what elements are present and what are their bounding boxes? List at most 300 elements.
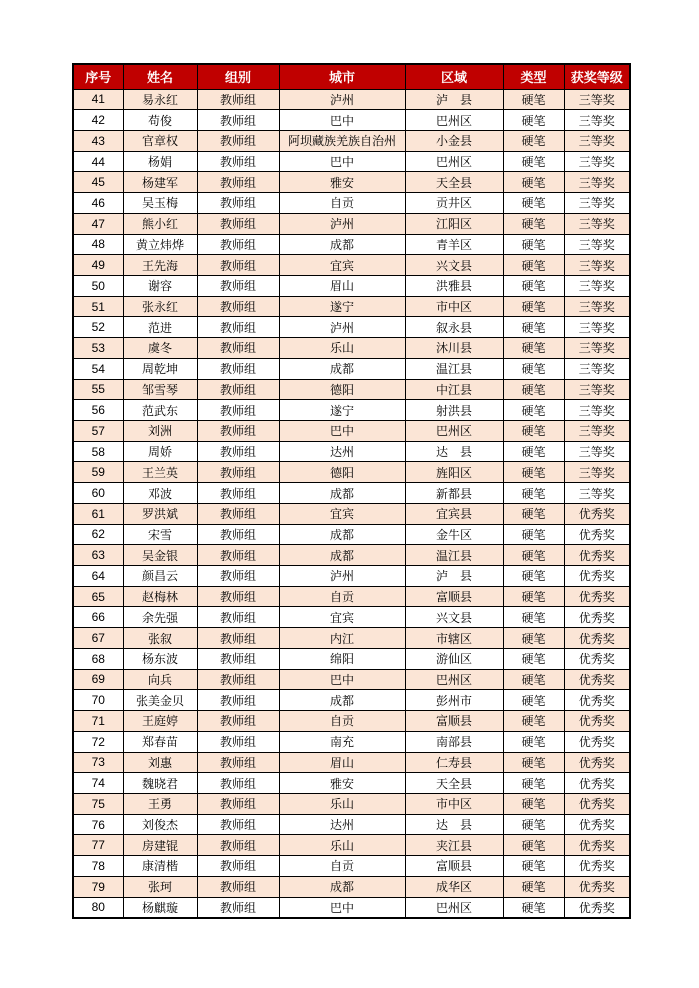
table-cell: 眉山 xyxy=(279,275,405,296)
table-cell: 66 xyxy=(73,607,123,628)
table-cell: 教师组 xyxy=(197,193,279,214)
table-cell: 硬笔 xyxy=(503,110,564,131)
table-cell: 教师组 xyxy=(197,524,279,545)
table-cell: 教师组 xyxy=(197,897,279,918)
table-cell: 余先强 xyxy=(123,607,197,628)
table-cell: 硬笔 xyxy=(503,814,564,835)
table-cell: 乐山 xyxy=(279,793,405,814)
table-cell: 硬笔 xyxy=(503,172,564,193)
table-cell: 刘洲 xyxy=(123,421,197,442)
table-row xyxy=(73,545,630,566)
table-cell: 优秀奖 xyxy=(564,690,630,711)
table-row xyxy=(73,793,630,814)
table-cell: 优秀奖 xyxy=(564,586,630,607)
table-cell: 邓波 xyxy=(123,483,197,504)
table-cell: 62 xyxy=(73,524,123,545)
table-cell: 雅安 xyxy=(279,773,405,794)
table-cell: 沐川县 xyxy=(405,338,503,359)
table-cell: 优秀奖 xyxy=(564,731,630,752)
table-cell: 市中区 xyxy=(405,793,503,814)
table-cell: 射洪县 xyxy=(405,400,503,421)
table-cell: 优秀奖 xyxy=(564,503,630,524)
table-row xyxy=(73,876,630,897)
table-cell: 硬笔 xyxy=(503,586,564,607)
table-cell: 颜昌云 xyxy=(123,566,197,587)
table-row xyxy=(73,731,630,752)
table-cell: 巴中 xyxy=(279,669,405,690)
table-cell: 教师组 xyxy=(197,856,279,877)
table-cell: 53 xyxy=(73,338,123,359)
table-cell: 仁寿县 xyxy=(405,752,503,773)
table-cell: 金牛区 xyxy=(405,524,503,545)
table-cell: 教师组 xyxy=(197,379,279,400)
table-row xyxy=(73,690,630,711)
table-row xyxy=(73,856,630,877)
table-cell: 硬笔 xyxy=(503,193,564,214)
table-row xyxy=(73,421,630,442)
table-cell: 优秀奖 xyxy=(564,711,630,732)
table-cell: 教师组 xyxy=(197,731,279,752)
table-row xyxy=(73,897,630,918)
table-cell: 成都 xyxy=(279,483,405,504)
table-cell: 教师组 xyxy=(197,669,279,690)
table-cell: 68 xyxy=(73,648,123,669)
table-cell: 遂宁 xyxy=(279,400,405,421)
table-cell: 优秀奖 xyxy=(564,876,630,897)
table-cell: 硬笔 xyxy=(503,524,564,545)
table-cell: 市中区 xyxy=(405,296,503,317)
table-cell: 易永红 xyxy=(123,89,197,110)
table-cell: 罗洪斌 xyxy=(123,503,197,524)
table-cell: 叙永县 xyxy=(405,317,503,338)
table-cell: 向兵 xyxy=(123,669,197,690)
table-cell: 宜宾 xyxy=(279,607,405,628)
table-cell: 74 xyxy=(73,773,123,794)
table-cell: 教师组 xyxy=(197,172,279,193)
table-cell: 教师组 xyxy=(197,317,279,338)
table-cell: 洪雅县 xyxy=(405,275,503,296)
table-cell: 52 xyxy=(73,317,123,338)
table-cell: 成都 xyxy=(279,690,405,711)
table-cell: 硬笔 xyxy=(503,607,564,628)
table-cell: 优秀奖 xyxy=(564,628,630,649)
table-cell: 优秀奖 xyxy=(564,566,630,587)
table-cell: 硬笔 xyxy=(503,317,564,338)
table-row xyxy=(73,234,630,255)
table-cell: 眉山 xyxy=(279,752,405,773)
column-header: 组别 xyxy=(197,64,279,89)
table-cell: 巴中 xyxy=(279,421,405,442)
table-cell: 遂宁 xyxy=(279,296,405,317)
table-cell: 优秀奖 xyxy=(564,773,630,794)
table-cell: 南部县 xyxy=(405,731,503,752)
column-header: 城市 xyxy=(279,64,405,89)
table-cell: 硬笔 xyxy=(503,669,564,690)
table-cell: 张美金贝 xyxy=(123,690,197,711)
table-cell: 三等奖 xyxy=(564,462,630,483)
table-cell: 自贡 xyxy=(279,586,405,607)
table-row xyxy=(73,524,630,545)
table-cell: 70 xyxy=(73,690,123,711)
table-cell: 教师组 xyxy=(197,234,279,255)
table-cell: 硬笔 xyxy=(503,752,564,773)
table-cell: 三等奖 xyxy=(564,379,630,400)
table-cell: 绵阳 xyxy=(279,648,405,669)
table-cell: 刘俊杰 xyxy=(123,814,197,835)
table-cell: 教师组 xyxy=(197,773,279,794)
table-cell: 硬笔 xyxy=(503,503,564,524)
table-cell: 优秀奖 xyxy=(564,793,630,814)
table-cell: 硬笔 xyxy=(503,275,564,296)
table-cell: 72 xyxy=(73,731,123,752)
table-cell: 硬笔 xyxy=(503,234,564,255)
table-cell: 优秀奖 xyxy=(564,752,630,773)
table-cell: 教师组 xyxy=(197,462,279,483)
table-cell: 三等奖 xyxy=(564,89,630,110)
table-cell: 成华区 xyxy=(405,876,503,897)
table-cell: 硬笔 xyxy=(503,793,564,814)
table-cell: 达 县 xyxy=(405,814,503,835)
table-cell: 硬笔 xyxy=(503,358,564,379)
table-cell: 三等奖 xyxy=(564,172,630,193)
table-cell: 小金县 xyxy=(405,130,503,151)
table-row xyxy=(73,566,630,587)
table-cell: 三等奖 xyxy=(564,255,630,276)
table-cell: 教师组 xyxy=(197,648,279,669)
table-cell: 三等奖 xyxy=(564,151,630,172)
table-cell: 硬笔 xyxy=(503,835,564,856)
table-cell: 三等奖 xyxy=(564,358,630,379)
table-cell: 熊小红 xyxy=(123,213,197,234)
table-cell: 硬笔 xyxy=(503,379,564,400)
table-cell: 泸州 xyxy=(279,213,405,234)
table-cell: 泸州 xyxy=(279,89,405,110)
table-cell: 硬笔 xyxy=(503,338,564,359)
table-cell: 达州 xyxy=(279,441,405,462)
table-cell: 64 xyxy=(73,566,123,587)
table-cell: 泸 县 xyxy=(405,89,503,110)
table-cell: 旌阳区 xyxy=(405,462,503,483)
table-cell: 三等奖 xyxy=(564,110,630,131)
column-header: 类型 xyxy=(503,64,564,89)
table-cell: 优秀奖 xyxy=(564,814,630,835)
table-cell: 三等奖 xyxy=(564,338,630,359)
table-cell: 南充 xyxy=(279,731,405,752)
table-row xyxy=(73,441,630,462)
table-row xyxy=(73,255,630,276)
table-cell: 虞冬 xyxy=(123,338,197,359)
column-header: 获奖等级 xyxy=(564,64,630,89)
table-cell: 教师组 xyxy=(197,421,279,442)
table-cell: 三等奖 xyxy=(564,193,630,214)
table-row xyxy=(73,586,630,607)
table-cell: 教师组 xyxy=(197,89,279,110)
table-cell: 73 xyxy=(73,752,123,773)
table-cell: 硬笔 xyxy=(503,856,564,877)
table-cell: 75 xyxy=(73,793,123,814)
table-cell: 新都县 xyxy=(405,483,503,504)
table-cell: 江阳区 xyxy=(405,213,503,234)
table-cell: 吴金银 xyxy=(123,545,197,566)
table-cell: 黄立炜烨 xyxy=(123,234,197,255)
table-cell: 硬笔 xyxy=(503,441,564,462)
table-row xyxy=(73,213,630,234)
table-cell: 硬笔 xyxy=(503,648,564,669)
table-cell: 张叙 xyxy=(123,628,197,649)
table-cell: 优秀奖 xyxy=(564,648,630,669)
table-cell: 周乾坤 xyxy=(123,358,197,379)
table-cell: 教师组 xyxy=(197,130,279,151)
table-cell: 54 xyxy=(73,358,123,379)
table-cell: 教师组 xyxy=(197,275,279,296)
table-cell: 教师组 xyxy=(197,110,279,131)
table-cell: 巴州区 xyxy=(405,421,503,442)
table-cell: 60 xyxy=(73,483,123,504)
table-cell: 青羊区 xyxy=(405,234,503,255)
table-cell: 59 xyxy=(73,462,123,483)
table-cell: 三等奖 xyxy=(564,400,630,421)
table-row xyxy=(73,483,630,504)
table-row xyxy=(73,130,630,151)
table-cell: 教师组 xyxy=(197,586,279,607)
table-cell: 张珂 xyxy=(123,876,197,897)
table-row xyxy=(73,648,630,669)
table-cell: 巴州区 xyxy=(405,897,503,918)
table-row xyxy=(73,275,630,296)
table-cell: 优秀奖 xyxy=(564,669,630,690)
award-results-table xyxy=(72,63,631,919)
table-row xyxy=(73,338,630,359)
table-cell: 优秀奖 xyxy=(564,607,630,628)
table-cell: 教师组 xyxy=(197,835,279,856)
table-cell: 赵梅林 xyxy=(123,586,197,607)
table-cell: 成都 xyxy=(279,524,405,545)
table-cell: 硬笔 xyxy=(503,773,564,794)
table-cell: 硬笔 xyxy=(503,628,564,649)
table-cell: 教师组 xyxy=(197,151,279,172)
table-cell: 硬笔 xyxy=(503,731,564,752)
table-cell: 谢容 xyxy=(123,275,197,296)
table-cell: 泸 县 xyxy=(405,566,503,587)
table-cell: 三等奖 xyxy=(564,213,630,234)
column-header: 姓名 xyxy=(123,64,197,89)
table-cell: 78 xyxy=(73,856,123,877)
table-cell: 泸州 xyxy=(279,317,405,338)
table-cell: 达州 xyxy=(279,814,405,835)
table-row xyxy=(73,89,630,110)
table-cell: 硬笔 xyxy=(503,89,564,110)
table-cell: 硬笔 xyxy=(503,255,564,276)
table-row xyxy=(73,752,630,773)
table-cell: 宜宾 xyxy=(279,503,405,524)
table-cell: 教师组 xyxy=(197,296,279,317)
table-cell: 彭州市 xyxy=(405,690,503,711)
table-cell: 宋雪 xyxy=(123,524,197,545)
table-cell: 58 xyxy=(73,441,123,462)
table-cell: 教师组 xyxy=(197,752,279,773)
table-header-row xyxy=(73,64,630,89)
table-cell: 贡井区 xyxy=(405,193,503,214)
table-cell: 巴中 xyxy=(279,151,405,172)
table-cell: 硬笔 xyxy=(503,296,564,317)
table-cell: 泸州 xyxy=(279,566,405,587)
table-cell: 成都 xyxy=(279,234,405,255)
table-cell: 杨建军 xyxy=(123,172,197,193)
table-cell: 57 xyxy=(73,421,123,442)
table-cell: 优秀奖 xyxy=(564,856,630,877)
table-cell: 魏晓君 xyxy=(123,773,197,794)
table-cell: 自贡 xyxy=(279,193,405,214)
table-cell: 天全县 xyxy=(405,172,503,193)
table-cell: 内江 xyxy=(279,628,405,649)
table-cell: 46 xyxy=(73,193,123,214)
table-cell: 巴州区 xyxy=(405,151,503,172)
table-cell: 硬笔 xyxy=(503,483,564,504)
table-cell: 80 xyxy=(73,897,123,918)
table-cell: 教师组 xyxy=(197,441,279,462)
table-body xyxy=(73,89,630,918)
table-cell: 德阳 xyxy=(279,379,405,400)
table-cell: 兴文县 xyxy=(405,607,503,628)
table-cell: 教师组 xyxy=(197,483,279,504)
column-header: 区域 xyxy=(405,64,503,89)
table-cell: 硬笔 xyxy=(503,213,564,234)
table-cell: 三等奖 xyxy=(564,296,630,317)
table-cell: 乐山 xyxy=(279,338,405,359)
table-cell: 温江县 xyxy=(405,545,503,566)
table-cell: 硬笔 xyxy=(503,876,564,897)
table-row xyxy=(73,462,630,483)
table-row xyxy=(73,503,630,524)
table-cell: 56 xyxy=(73,400,123,421)
table-cell: 兴文县 xyxy=(405,255,503,276)
table-cell: 郑春苗 xyxy=(123,731,197,752)
table-cell: 杨麒璇 xyxy=(123,897,197,918)
table-cell: 55 xyxy=(73,379,123,400)
table-cell: 自贡 xyxy=(279,856,405,877)
table-row xyxy=(73,296,630,317)
table-cell: 巴州区 xyxy=(405,110,503,131)
table-cell: 61 xyxy=(73,503,123,524)
table-cell: 康清楷 xyxy=(123,856,197,877)
table-row xyxy=(73,317,630,338)
table-cell: 50 xyxy=(73,275,123,296)
table-cell: 48 xyxy=(73,234,123,255)
table-cell: 69 xyxy=(73,669,123,690)
table-cell: 教师组 xyxy=(197,566,279,587)
table-cell: 三等奖 xyxy=(564,275,630,296)
table-cell: 王兰英 xyxy=(123,462,197,483)
table-row xyxy=(73,628,630,649)
table-cell: 教师组 xyxy=(197,503,279,524)
table-cell: 硬笔 xyxy=(503,421,564,442)
table-cell: 三等奖 xyxy=(564,421,630,442)
table-cell: 硬笔 xyxy=(503,130,564,151)
table-cell: 教师组 xyxy=(197,793,279,814)
table-cell: 阿坝藏族羌族自治州 xyxy=(279,130,405,151)
table-cell: 42 xyxy=(73,110,123,131)
table-cell: 刘惠 xyxy=(123,752,197,773)
table-row xyxy=(73,607,630,628)
table-cell: 范进 xyxy=(123,317,197,338)
table-cell: 优秀奖 xyxy=(564,524,630,545)
table-row xyxy=(73,835,630,856)
column-header: 序号 xyxy=(73,64,123,89)
table-row xyxy=(73,193,630,214)
table-cell: 巴中 xyxy=(279,110,405,131)
table-cell: 硬笔 xyxy=(503,462,564,483)
table-cell: 教师组 xyxy=(197,338,279,359)
table-cell: 硬笔 xyxy=(503,545,564,566)
table-cell: 63 xyxy=(73,545,123,566)
table-cell: 成都 xyxy=(279,358,405,379)
table-cell: 硬笔 xyxy=(503,151,564,172)
table-row xyxy=(73,358,630,379)
table-cell: 硬笔 xyxy=(503,897,564,918)
table-cell: 71 xyxy=(73,711,123,732)
table-cell: 教师组 xyxy=(197,814,279,835)
table-cell: 硬笔 xyxy=(503,566,564,587)
table-cell: 65 xyxy=(73,586,123,607)
table-cell: 优秀奖 xyxy=(564,835,630,856)
table-cell: 三等奖 xyxy=(564,234,630,255)
table-cell: 王庭婷 xyxy=(123,711,197,732)
table-cell: 官章权 xyxy=(123,130,197,151)
table-cell: 76 xyxy=(73,814,123,835)
table-cell: 范武东 xyxy=(123,400,197,421)
table-cell: 富顺县 xyxy=(405,711,503,732)
table-cell: 教师组 xyxy=(197,876,279,897)
table-cell: 巴州区 xyxy=(405,669,503,690)
table-cell: 三等奖 xyxy=(564,317,630,338)
table-cell: 成都 xyxy=(279,876,405,897)
table-cell: 教师组 xyxy=(197,690,279,711)
table-cell: 宜宾 xyxy=(279,255,405,276)
table-cell: 自贡 xyxy=(279,711,405,732)
table-cell: 富顺县 xyxy=(405,586,503,607)
table-row xyxy=(73,379,630,400)
table-row xyxy=(73,110,630,131)
table-cell: 优秀奖 xyxy=(564,545,630,566)
table-row xyxy=(73,151,630,172)
table-cell: 王勇 xyxy=(123,793,197,814)
table-cell: 乐山 xyxy=(279,835,405,856)
table-cell: 王先海 xyxy=(123,255,197,276)
table-row xyxy=(73,711,630,732)
table-cell: 教师组 xyxy=(197,358,279,379)
table-cell: 79 xyxy=(73,876,123,897)
table-cell: 教师组 xyxy=(197,628,279,649)
table-cell: 优秀奖 xyxy=(564,897,630,918)
table-row xyxy=(73,172,630,193)
table-cell: 44 xyxy=(73,151,123,172)
table-cell: 中江县 xyxy=(405,379,503,400)
table-cell: 天全县 xyxy=(405,773,503,794)
table-cell: 硬笔 xyxy=(503,690,564,711)
table-cell: 教师组 xyxy=(197,545,279,566)
table-cell: 成都 xyxy=(279,545,405,566)
table-cell: 房建锟 xyxy=(123,835,197,856)
table-cell: 51 xyxy=(73,296,123,317)
table-cell: 德阳 xyxy=(279,462,405,483)
table-cell: 硬笔 xyxy=(503,711,564,732)
table-cell: 教师组 xyxy=(197,711,279,732)
table-cell: 49 xyxy=(73,255,123,276)
table-cell: 杨娟 xyxy=(123,151,197,172)
table-row xyxy=(73,814,630,835)
table-cell: 教师组 xyxy=(197,400,279,421)
table-cell: 苟俊 xyxy=(123,110,197,131)
